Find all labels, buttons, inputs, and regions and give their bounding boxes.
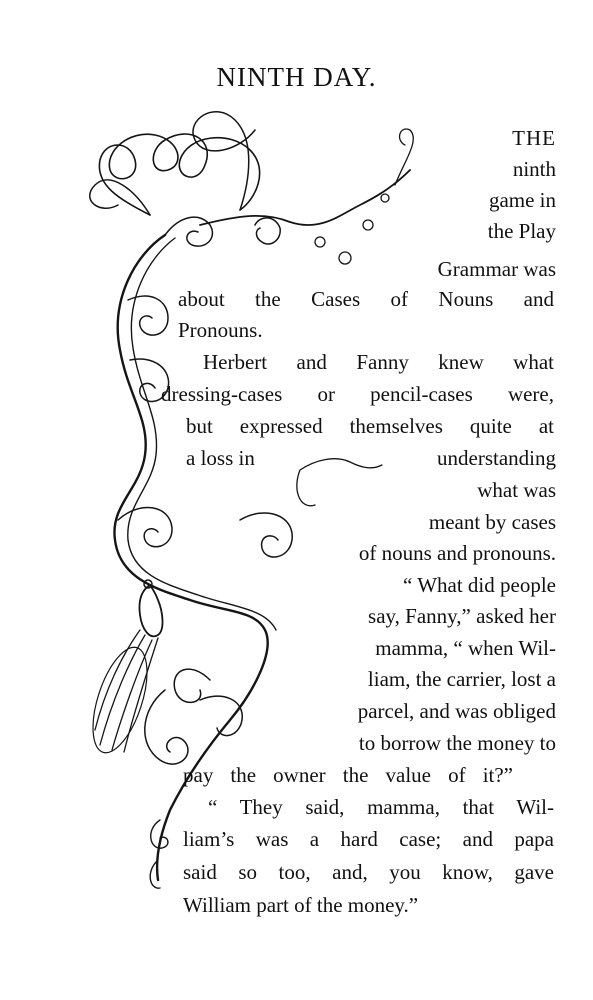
bud-4: [381, 194, 389, 202]
text-line-11: a loss in: [186, 446, 255, 470]
flower-head-top: [255, 218, 280, 244]
text-line-12: understanding: [437, 446, 556, 470]
text-line-21: to borrow the money to: [358, 731, 556, 755]
peacock-tail: [95, 630, 158, 752]
text-line-10: but expressed themselves quite at: [186, 414, 554, 438]
text-line-5: Grammar was: [437, 257, 556, 281]
tendril-middle: [297, 459, 382, 506]
peacock-body: [139, 585, 162, 636]
text-line-16: “ What did people: [403, 573, 556, 597]
text-line-26: William part of the money.”: [183, 893, 419, 917]
text-line-13: what was: [477, 478, 556, 502]
text-line-7: Pronouns.: [178, 318, 263, 342]
bud-3: [363, 220, 373, 230]
text-line-15: of nouns and pronouns.: [358, 541, 556, 565]
text-line-22: pay the owner the value of it?”: [183, 763, 513, 787]
text-line-17: say, Fanny,” asked her: [368, 604, 556, 628]
text-line-24: liam’s was a hard case; and papa: [183, 827, 554, 851]
bud-1: [315, 237, 325, 247]
text-line-8: Herbert and Fanny knew what: [203, 350, 554, 374]
text-line-19: liam, the carrier, lost a: [367, 667, 556, 691]
chapter-title: NINTH DAY.: [216, 62, 377, 92]
acanthus-leaf-1: [165, 217, 212, 246]
acanthus-leaf-5: [240, 513, 292, 557]
acanthus-leaf-4: [118, 508, 172, 547]
text-line-14: meant by cases: [428, 510, 556, 534]
tendril-loops-lower: [145, 669, 210, 764]
text-line-2: ninth: [512, 157, 556, 181]
text-line-9: dressing-cases or pencil-cases were,: [161, 382, 554, 406]
tendril-loop-right: [193, 112, 255, 210]
text-line-20: parcel, and was obliged: [357, 699, 556, 723]
text-line-4: the Play: [487, 219, 556, 243]
text-line-23: “ They said, mamma, that Wil-: [208, 795, 554, 819]
text-line-6: about the Cases of Nouns and: [178, 287, 554, 311]
upper-right-stem: [200, 170, 410, 225]
text-line-3: game in: [488, 188, 556, 212]
text-line-25: said so too, and, you know, gave: [183, 860, 554, 884]
bud-2: [339, 252, 351, 264]
text-line-18: mamma, “ when Wil-: [375, 636, 556, 660]
text-line-1: THE: [512, 126, 556, 150]
